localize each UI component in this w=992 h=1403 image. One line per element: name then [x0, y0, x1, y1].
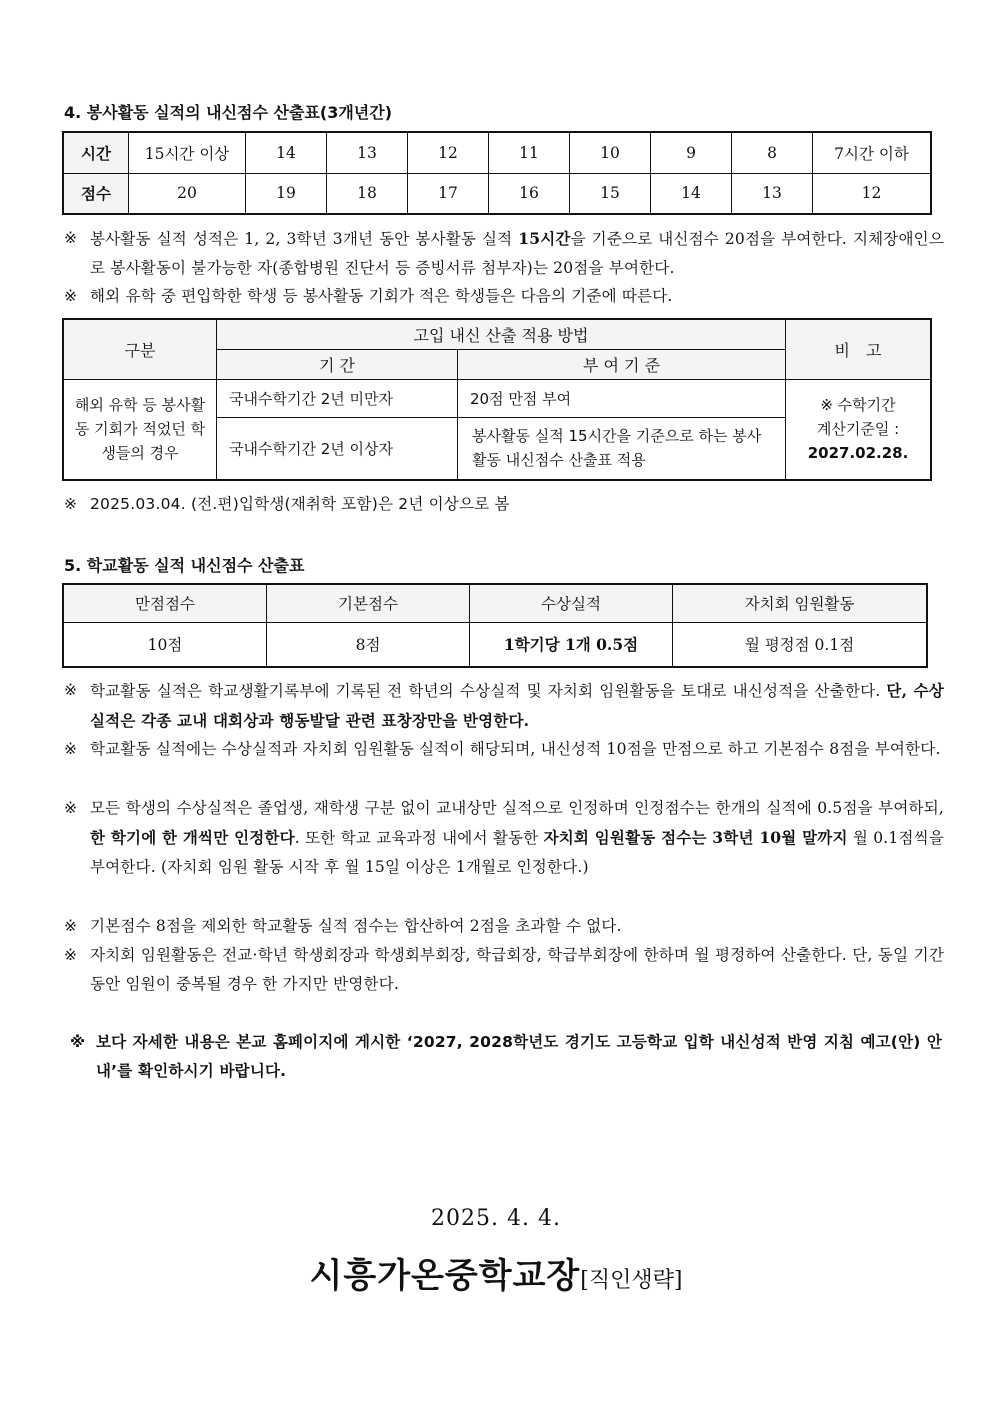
- note-emphasis: 15시간: [518, 229, 571, 248]
- section4-footnote: [64, 490, 944, 519]
- note-text: 해외 유학 중 편입학한 학생 등 봉사활동 기회가 적은 학생들은 다음의 기준에 따른다.: [90, 287, 673, 305]
- note-text: . 또한 학교 교육과정 내에서 활동한: [294, 829, 544, 847]
- hours-cell: 15시간 이상: [129, 132, 246, 173]
- note-mark: ※: [64, 495, 78, 513]
- hours-cell: 14: [246, 132, 327, 173]
- note-mark: ※: [64, 287, 78, 305]
- score-cell: 12: [813, 173, 932, 214]
- score-cell: 18: [327, 173, 408, 214]
- value-cell: 8점: [267, 622, 470, 667]
- table-row: [63, 379, 931, 417]
- note-mark: ※: [64, 946, 78, 964]
- score-cell: 20: [129, 173, 246, 214]
- scores-header: 점수: [63, 173, 129, 214]
- score-cell: 19: [246, 173, 327, 214]
- hours-cell: 7시간 이하: [813, 132, 932, 173]
- score-cell: 13: [732, 173, 813, 214]
- criteria-cell: 봉사활동 실적 15시간을 기준으로 하는 봉사활동 내신점수 산출표 적용: [458, 417, 786, 480]
- period-header: 기 간: [217, 349, 458, 379]
- hours-cell: 9: [651, 132, 732, 173]
- hours-cell: 8: [732, 132, 813, 173]
- method-header: 고입 내신 산출 적용 방법: [217, 319, 786, 349]
- remarks-date: 2027.02.28.: [807, 444, 909, 463]
- note-mark: ※: [64, 799, 78, 817]
- scores-row: [63, 173, 931, 214]
- criteria-cell: 20점 만점 부여: [458, 379, 786, 417]
- volunteer-hours-table: [62, 131, 932, 215]
- note-mark: ※: [64, 229, 78, 247]
- overseas-criteria-table: [62, 318, 932, 481]
- section4-note-1: [64, 224, 944, 283]
- note-mark: ※: [70, 1033, 86, 1051]
- score-cell: 15: [570, 173, 651, 214]
- hours-row: [63, 132, 931, 173]
- closing-note: [70, 1028, 942, 1086]
- remarks-header: 비 고: [786, 319, 932, 379]
- value-cell: 월 평정점 0.1점: [673, 622, 928, 667]
- score-cell: 16: [489, 173, 570, 214]
- hours-header: 시간: [63, 132, 129, 173]
- criteria-header: 부 여 기 준: [458, 349, 786, 379]
- note-text: 월 0.1점씩을 부여한다. (자치회 임원 활동 시작 후 월 15일 이상은 1개월로 인정한다.): [90, 829, 945, 876]
- note-emphasis: 단, 수상실적은 각종 교내 대회상과 행동발달 관련 표창장만을 반영한다.: [90, 681, 944, 730]
- score-cell: 14: [651, 173, 732, 214]
- period-cell: 국내수학기간 2년 미만자: [217, 379, 458, 417]
- section4-note-2: [64, 282, 944, 311]
- section5-note-2: [64, 735, 944, 764]
- section5-note-5: [64, 941, 944, 999]
- signature-line: [0, 1248, 992, 1297]
- remarks-line: ※ 수학기간: [820, 396, 896, 415]
- header-cell: 수상실적: [470, 584, 673, 622]
- note-text: 자치회 임원활동은 전교·학년 학생회장과 학생회부회장, 학급회장, 학급부회장에 한하며 월 평정하여 산출한다. 단, 동일 기간 동안 임원이 중복될 경우 한 가지만 반영한다.: [90, 946, 944, 993]
- note-emphasis: 한 학기에 한 개씩만 인정한다: [90, 828, 295, 847]
- remarks-line: 계산기준일 :: [816, 420, 900, 439]
- hours-cell: 13: [327, 132, 408, 173]
- hours-cell: 10: [570, 132, 651, 173]
- note-text: 모든 학생의 수상실적은 졸업생, 재학생 구분 없이 교내상만 실적으로 인정하며 인정점수는 한개의 실적에 0.5점을 부여하되,: [90, 799, 944, 817]
- section5-note-4: [64, 912, 944, 941]
- score-cell: 17: [408, 173, 489, 214]
- hours-cell: 12: [408, 132, 489, 173]
- note-text: 기본점수 8점을 제외한 학교활동 실적 점수는 합산하여 2점을 초과할 수 없다.: [90, 917, 622, 935]
- section5-note-3: [64, 794, 944, 882]
- header-cell: 자치회 임원활동: [673, 584, 928, 622]
- note-mark: ※: [64, 681, 78, 699]
- note-emphasis: 자치회 임원활동 점수는 3학년 10월 말까지: [543, 828, 848, 847]
- seal-omitted: [직인생략]: [580, 1268, 683, 1293]
- principal-name: 시흥가온중학교장: [309, 1256, 581, 1296]
- period-cell: 국내수학기간 2년 이상자: [217, 417, 458, 480]
- school-activity-table: [62, 583, 928, 668]
- note-text: 학교활동 실적은 학교생활기록부에 기록된 전 학년의 수상실적 및 자치회 임원활동을 토대로 내신성적을 산출한다.: [90, 682, 887, 700]
- issue-date: 2025. 4. 4.: [431, 1206, 561, 1231]
- header-cell: 기본점수: [267, 584, 470, 622]
- category-header: 구분: [63, 319, 217, 379]
- section5-title: 5. 학교활동 실적 내신점수 산출표: [64, 556, 305, 575]
- note-text: 학교활동 실적에는 수상실적과 자치회 임원활동 실적이 해당되며, 내신성적 10점을 만점으로 하고 기본점수 8점을 부여한다.: [90, 740, 941, 758]
- section4-title: 4. 봉사활동 실적의 내신점수 산출표(3개년간): [64, 103, 393, 122]
- note-mark: ※: [64, 917, 78, 935]
- category-cell: 해외 유학 등 봉사활동 기회가 적었던 학생들의 경우: [63, 379, 217, 480]
- value-cell: 10점: [63, 622, 267, 667]
- remarks-cell: [786, 379, 932, 480]
- note-mark: ※: [64, 740, 78, 758]
- value-cell: 1학기당 1개 0.5점: [470, 622, 673, 667]
- hours-cell: 11: [489, 132, 570, 173]
- note-text: 을 기준으로 내신점수 20점을 부여한다. 지체장애인으로 봉사활동이 불가능한 자(종합병원 진단서 등 증빙서류 첨부자)는 20점을 부여한다.: [90, 230, 944, 277]
- note-text: 보다 자세한 내용은 본교 홈페이지에 게시한 ‘2027, 2028학년도 경기도 고등학교 입학 내신성적 반영 지침 예고(안) 안내’를 확인하시기 바랍니다.: [96, 1033, 942, 1080]
- section5-note-1: [64, 676, 944, 736]
- note-text: 봉사활동 실적 성적은 1, 2, 3학년 3개년 동안 봉사활동 실적: [90, 230, 519, 248]
- note-text: 2025.03.04. (전.편)입학생(재취학 포함)은 2년 이상으로 봄: [90, 495, 510, 513]
- header-cell: 만점점수: [63, 584, 267, 622]
